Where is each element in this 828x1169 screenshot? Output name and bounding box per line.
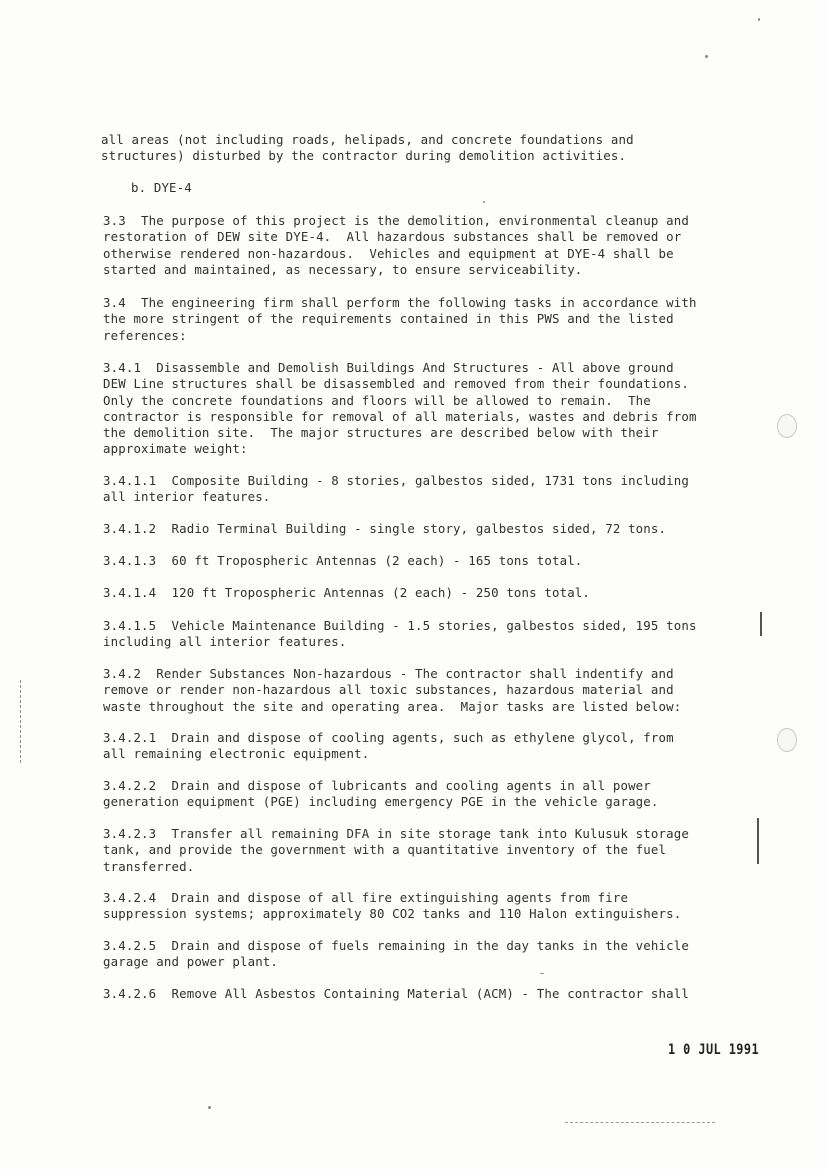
- scan-speck: [705, 55, 708, 58]
- paragraph-3-4-2-3: 3.4.2.3 Transfer all remaining DFA in site storage tank into Kulusuk storage tank, and provide the government with a quantitative inventory of the fuel transferred.: [103, 826, 689, 874]
- paragraph-3-4-2-5: 3.4.2.5 Drain and dispose of fuels remaining in the day tanks in the vehicle garage and power plant.: [103, 938, 689, 970]
- paragraph-3-3: 3.3 The purpose of this project is the demolition, environmental cleanup and restoration of DEW site DYE-4. All hazardous substances shall be removed or otherwise rendered non-hazardous. Vehicles and equipment at DYE-4 shall be started and maintained, as necessary, to ensure serviceability.: [103, 213, 689, 277]
- paragraph-3-4-1: 3.4.1 Disassemble and Demolish Buildings And Structures - All above ground DEW Line structures shall be disassembled and removed from their foundations. Only the concrete foundations and floors will be allowed to remain. The contractor is responsible for removal of all materials, wastes and debris from the demolition site. The major structures are described below with their approximate weight:: [103, 360, 697, 457]
- punch-hole-mark: [777, 728, 797, 752]
- paragraph-continuation: all areas (not including roads, helipads, and concrete foundations and structures) disturbed by the contractor during demolition activities.: [101, 132, 634, 164]
- scan-dash-mark: [565, 1122, 715, 1124]
- scan-speck: [540, 973, 544, 974]
- scan-speck: [208, 1106, 211, 1109]
- paragraph-3-4-1-5: 3.4.1.5 Vehicle Maintenance Building - 1.5 stories, galbestos sided, 195 tons including all interior features.: [103, 618, 697, 650]
- scan-edge-mark: [20, 680, 21, 764]
- paragraph-3-4-2-2: 3.4.2.2 Drain and dispose of lubricants and cooling agents in all power generation equipment (PGE) including emergency PGE in the vehicle garage.: [103, 778, 659, 810]
- paragraph-3-4-1-1: 3.4.1.1 Composite Building - 8 stories, galbestos sided, 1731 tons including all interior features.: [103, 473, 689, 505]
- subheading-dye4: b. DYE-4: [131, 180, 192, 195]
- date-stamp: 1 0 JUL 1991: [668, 1042, 760, 1058]
- scan-speck: [758, 18, 760, 21]
- paragraph-3-4-1-3: 3.4.1.3 60 ft Tropospheric Antennas (2 each) - 165 tons total.: [103, 553, 583, 568]
- margin-change-bar: [757, 818, 759, 864]
- punch-hole-mark: [777, 414, 797, 438]
- scan-speck: [483, 201, 485, 203]
- paragraph-3-4-2-1: 3.4.2.1 Drain and dispose of cooling agents, such as ethylene glycol, from all remaining electronic equipment.: [103, 730, 674, 762]
- paragraph-3-4-2-4: 3.4.2.4 Drain and dispose of all fire extinguishing agents from fire suppression systems; approximately 80 CO2 tanks and 110 Halon extinguishers.: [103, 890, 682, 922]
- paragraph-3-4-1-4: 3.4.1.4 120 ft Tropospheric Antennas (2 each) - 250 tons total.: [103, 585, 591, 600]
- paragraph-3-4-2: 3.4.2 Render Substances Non-hazardous - The contractor shall indentify and remove or render non-hazardous all toxic substances, hazardous material and waste throughout the site and operating area. Major tasks are listed below:: [103, 666, 682, 714]
- paragraph-3-4: 3.4 The engineering firm shall perform the following tasks in accordance with the more stringent of the requirements contained in this PWS and the listed references:: [103, 295, 697, 343]
- paragraph-3-4-1-2: 3.4.1.2 Radio Terminal Building - single story, galbestos sided, 72 tons.: [103, 521, 667, 536]
- paragraph-3-4-2-6: 3.4.2.6 Remove All Asbestos Containing Material (ACM) - The contractor shall: [103, 986, 689, 1001]
- margin-change-bar: [760, 612, 762, 636]
